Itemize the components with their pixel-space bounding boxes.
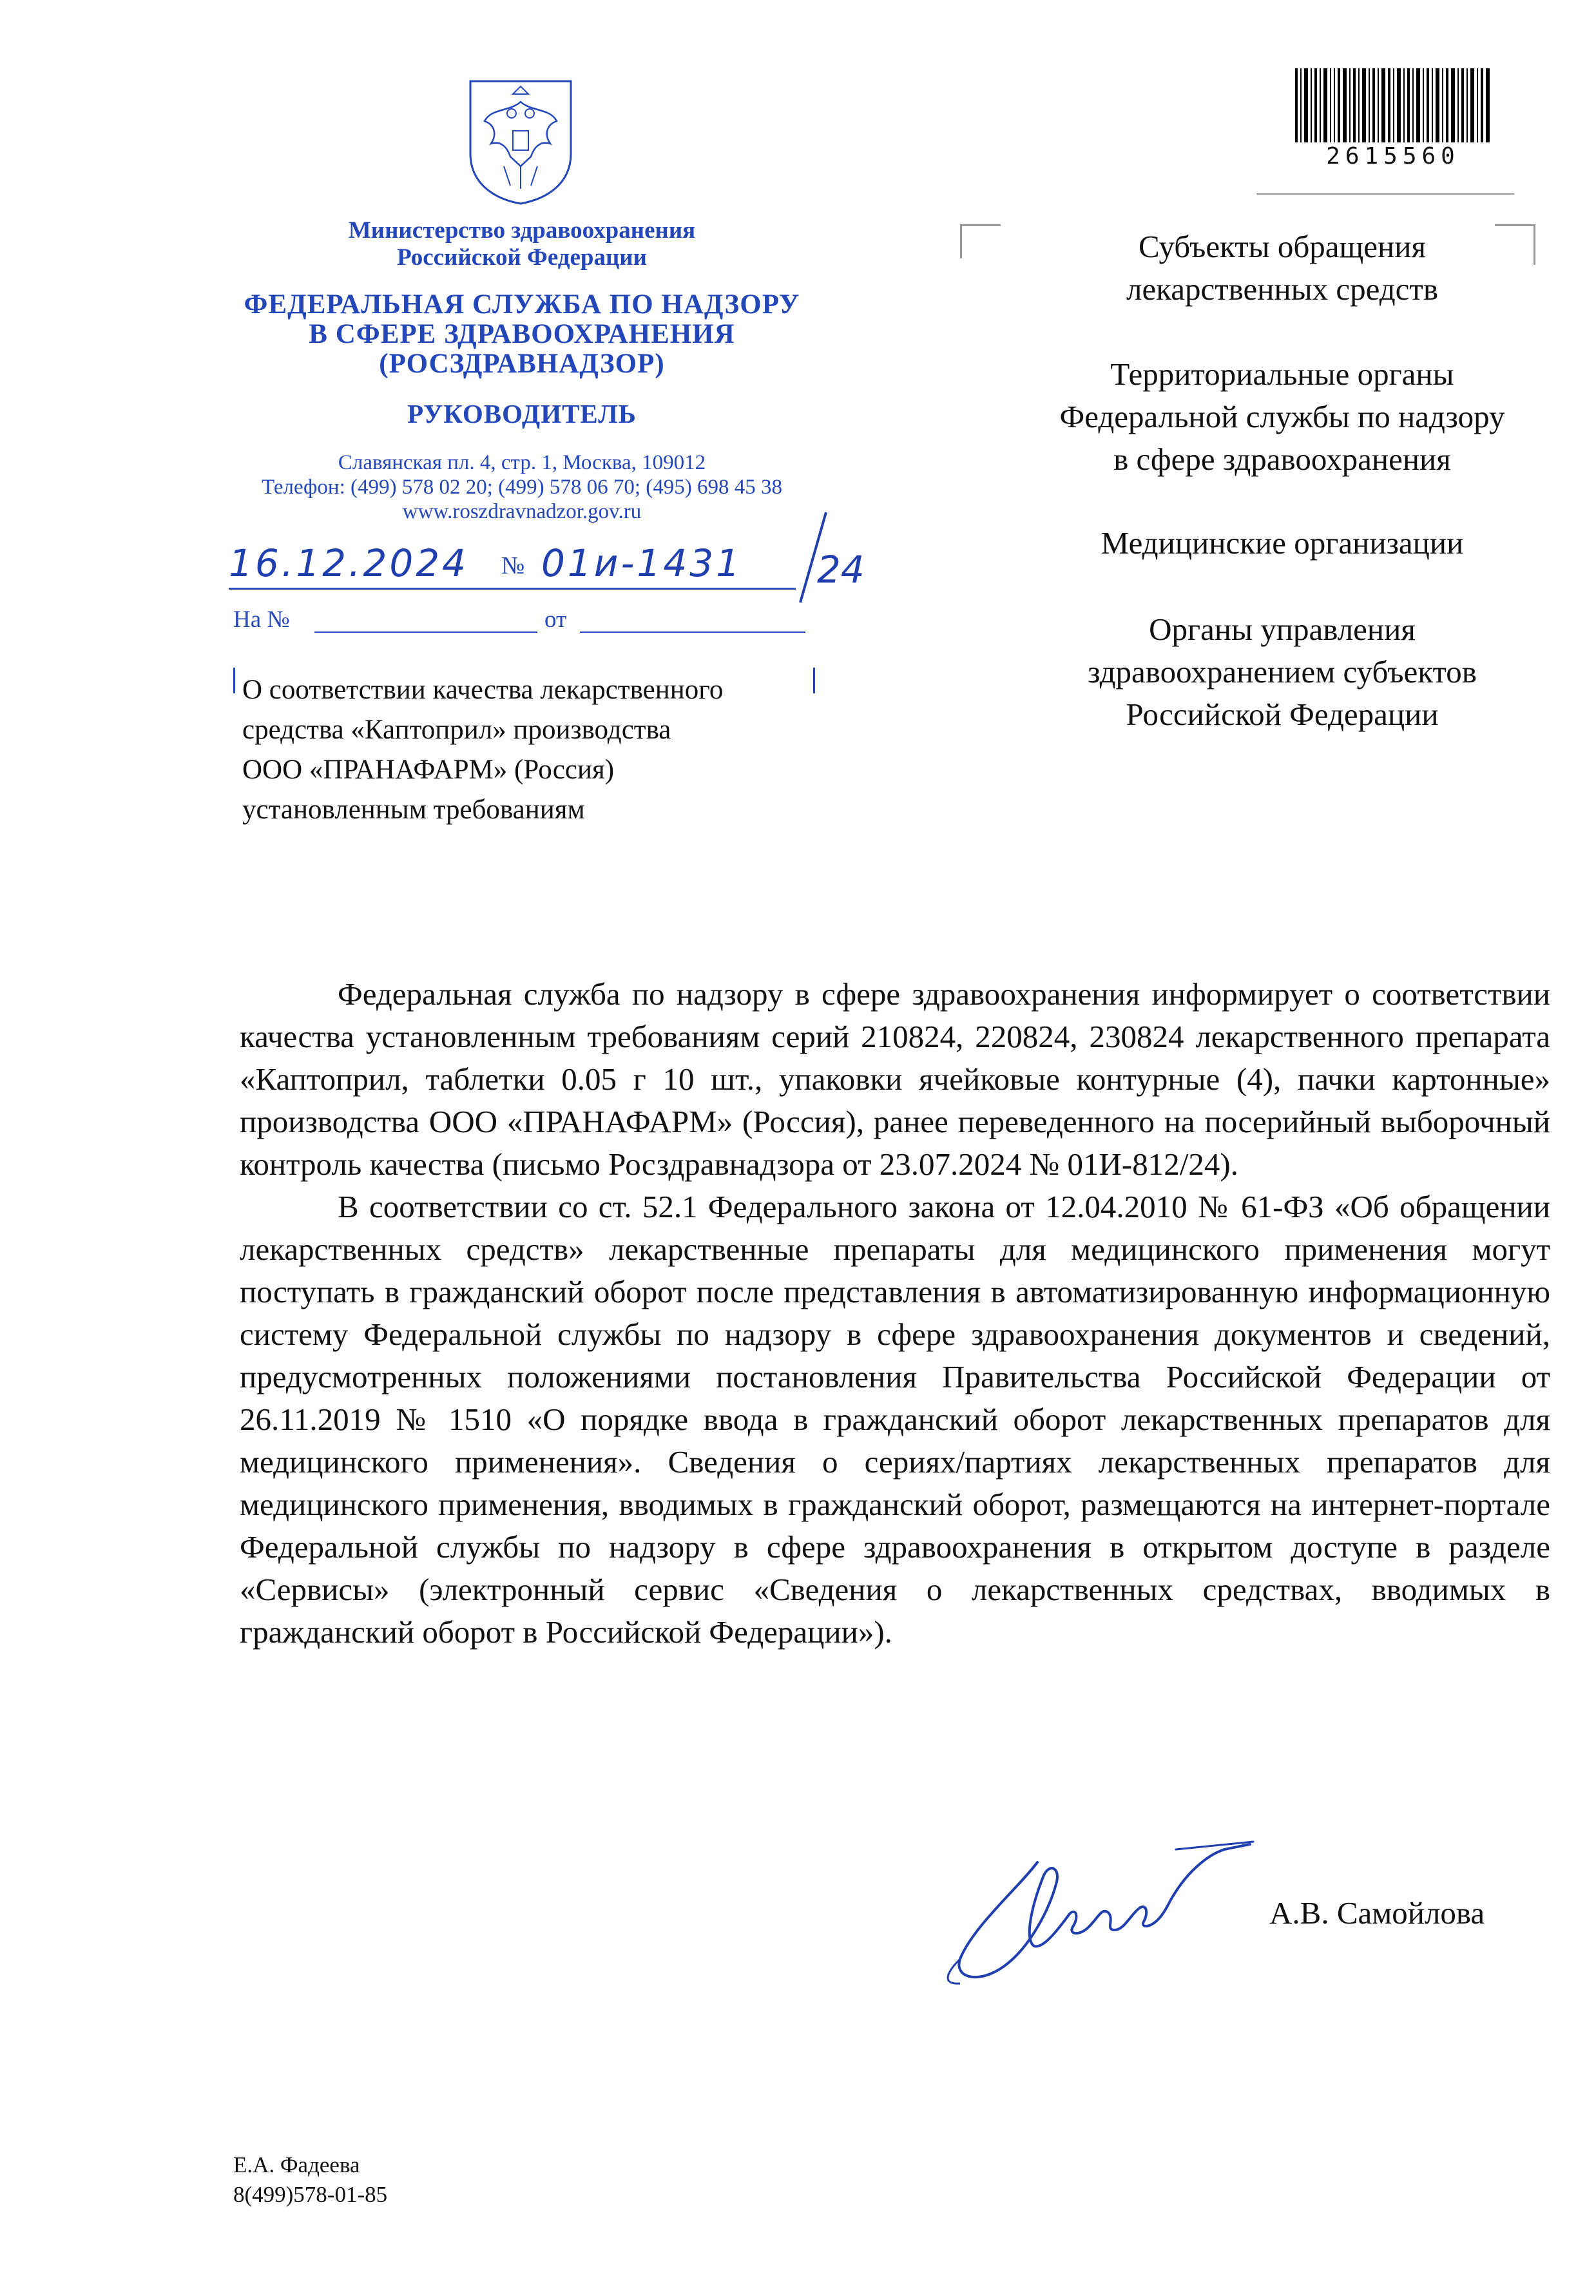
registration-number-suffix: 24	[817, 548, 865, 592]
registration-underline	[229, 588, 796, 590]
addressee-block	[986, 522, 1579, 564]
addressee-line: в сфере здравоохранения	[1113, 441, 1451, 477]
head-title: РУКОВОДИТЕЛЬ	[407, 399, 637, 429]
subject-line: О соответствии качества лекарственного	[242, 675, 724, 705]
addressee-block	[986, 608, 1579, 736]
addressee-line: лекарственных средств	[1126, 271, 1438, 307]
addressee-line: Субъекты обращения	[1138, 229, 1426, 264]
barcode-number: 2615560	[1326, 143, 1460, 169]
letter-body	[240, 973, 1550, 1654]
subject-line: ООО «ПРАНАФАРМ» (Россия)	[242, 755, 615, 785]
reference-from-label: от	[544, 606, 567, 633]
ministry-name-line1: Министерство здравоохранения	[348, 217, 696, 244]
reference-number-blank	[314, 632, 537, 633]
coat-of-arms-emblem	[465, 76, 576, 206]
addressee-line: здравоохранением субъектов	[1088, 654, 1477, 690]
document-barcode	[1295, 62, 1491, 152]
addressee-line: Медицинские организации	[1101, 525, 1464, 561]
service-address: Славянская пл. 4, стр. 1, Москва, 109012	[338, 451, 706, 474]
executor-phone: 8(499)578-01-85	[233, 2182, 388, 2207]
addressee-block	[986, 226, 1579, 311]
subject-line: установленным требованиям	[242, 795, 585, 825]
addressee-line: Российской Федерации	[1126, 697, 1439, 732]
service-phones: Телефон: (499) 578 02 20; (499) 578 06 70; (495) 698 45 38	[261, 476, 783, 499]
addressee-block	[986, 353, 1579, 481]
subject-bracket-right	[813, 668, 815, 693]
executor-name: Е.А. Фадеева	[233, 2152, 360, 2177]
barcode-rule	[1256, 193, 1514, 195]
registration-number-label: №	[501, 552, 525, 579]
ministry-name-line2: Российской Федерации	[397, 244, 647, 271]
registration-number: 01и-1431	[541, 541, 743, 585]
body-paragraph: В соответствии со ст. 52.1 Федерального закона от 12.04.2010 № 61-ФЗ «Об обращении лекарственных средств» лекарственные препараты для медицинского применения могут поступать в гражданский оборот после представления в автоматизированную информационную систему Федеральной службы по надзору в сфере здравоохранения документов и сведений, предусмотренных положениями постановления Правительства Российской Федерации от 26.11.2019 № 1510 «О порядке ввода в гражданский оборот лекарственных препаратов для медицинского применения». Сведения о сериях/партиях лекарственных препаратов для медицинского применения, вводимых в гражданский оборот, размещаются на интернет-портале Федеральной службы по надзору в сфере здравоохранения в открытом доступе в разделе «Сервисы» (электронный сервис «Сведения о лекарственных средствах, вводимых в гражданский оборот в Российской Федерации»).	[240, 1189, 1550, 1650]
subject-line: средства «Каптоприл» производства	[242, 715, 671, 745]
addressee-line: Федеральной службы по надзору	[1059, 399, 1505, 434]
service-name-line1: ФЕДЕРАЛЬНАЯ СЛУЖБА ПО НАДЗОРУ	[244, 289, 800, 320]
reference-from-blank	[580, 632, 805, 633]
service-name-line3: (РОСЗДРАВНАДЗОР)	[379, 349, 665, 379]
signer-name: А.В. Самойлова	[1269, 1895, 1485, 1931]
service-website: www.roszdravnadzor.gov.ru	[402, 500, 642, 523]
body-paragraph: Федеральная служба по надзору в сфере здравоохранения информирует о соответствии качества установленным требованиям серий 210824, 220824, 230824 лекарственного препарата «Каптоприл, таблетки 0.05 г 10 шт., упаковки ячейковые контурные (4), пачки картонные» производства ООО «ПРАНАФАРМ» (Россия), ранее переведенного на посерийный выборочный контроль качества (письмо Росздравнадзора от 23.07.2024 № 01И-812/24).	[240, 976, 1550, 1182]
addressee-line: Органы управления	[1149, 612, 1416, 647]
handwritten-signature	[921, 1811, 1256, 1998]
registration-date: 16.12.2024	[229, 541, 469, 585]
addressee-line: Территориальные органы	[1110, 356, 1454, 392]
service-name-line2: В СФЕРЕ ЗДРАВООХРАНЕНИЯ	[309, 319, 735, 349]
reference-number-label: На №	[233, 606, 290, 633]
